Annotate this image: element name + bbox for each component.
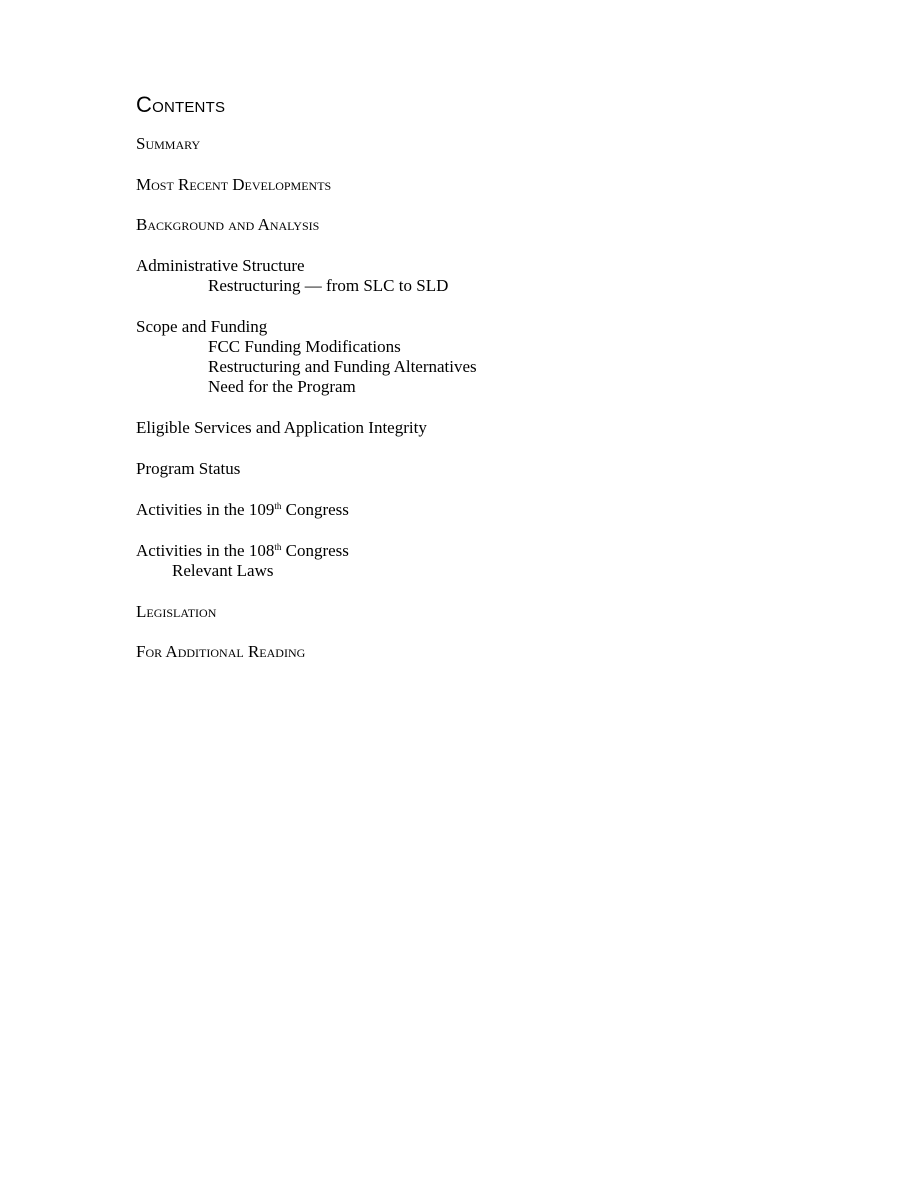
toc-item-program-status: Program Status (136, 459, 241, 479)
toc-group-administrative-structure (136, 256, 836, 297)
activities-109-suffix: Congress (281, 499, 349, 519)
toc-group-program-status (136, 459, 836, 479)
toc-group-scope-and-funding (136, 317, 836, 398)
toc-subitem-need-for-program: Need for the Program (208, 377, 356, 397)
toc-group-activities-108 (136, 541, 836, 582)
toc-item-scope-and-funding: Scope and Funding (136, 316, 268, 336)
toc-item-activities-109th-congress (136, 500, 836, 520)
table-of-contents (136, 90, 836, 683)
toc-item-most-recent-developments: Most Recent Developments (136, 174, 332, 194)
toc-group-eligible-services (136, 418, 836, 438)
activities-108-prefix: Activities in the 108 (136, 540, 275, 560)
activities-109-ordinal: th (274, 500, 282, 511)
toc-item-for-additional-reading: For Additional Reading (136, 642, 306, 662)
toc-item-summary: Summary (136, 134, 201, 153)
activities-109-prefix: Activities in the 109 (136, 499, 275, 519)
toc-item-eligible-services: Eligible Services and Application Integrity (136, 418, 427, 438)
toc-subitem-relevant-laws: Relevant Laws (172, 560, 274, 580)
activities-108-ordinal: th (274, 541, 282, 552)
toc-subitem-restructuring: Restructuring — from SLC to SLD (208, 275, 449, 295)
toc-item-activities-108th-congress (136, 541, 836, 561)
toc-item-background-and-analysis: Background and Analysis (136, 215, 320, 234)
toc-group-activities-109 (136, 500, 836, 520)
toc-subitem-fcc-funding-modifications: FCC Funding Modifications (208, 336, 401, 356)
toc-item-administrative-structure: Administrative Structure (136, 255, 305, 275)
contents-title: Contents (136, 92, 226, 117)
activities-108-suffix: Congress (281, 540, 349, 560)
toc-item-legislation: Legislation (136, 601, 217, 621)
toc-subitem-restructuring-funding-alternatives: Restructuring and Funding Alternatives (208, 357, 477, 377)
